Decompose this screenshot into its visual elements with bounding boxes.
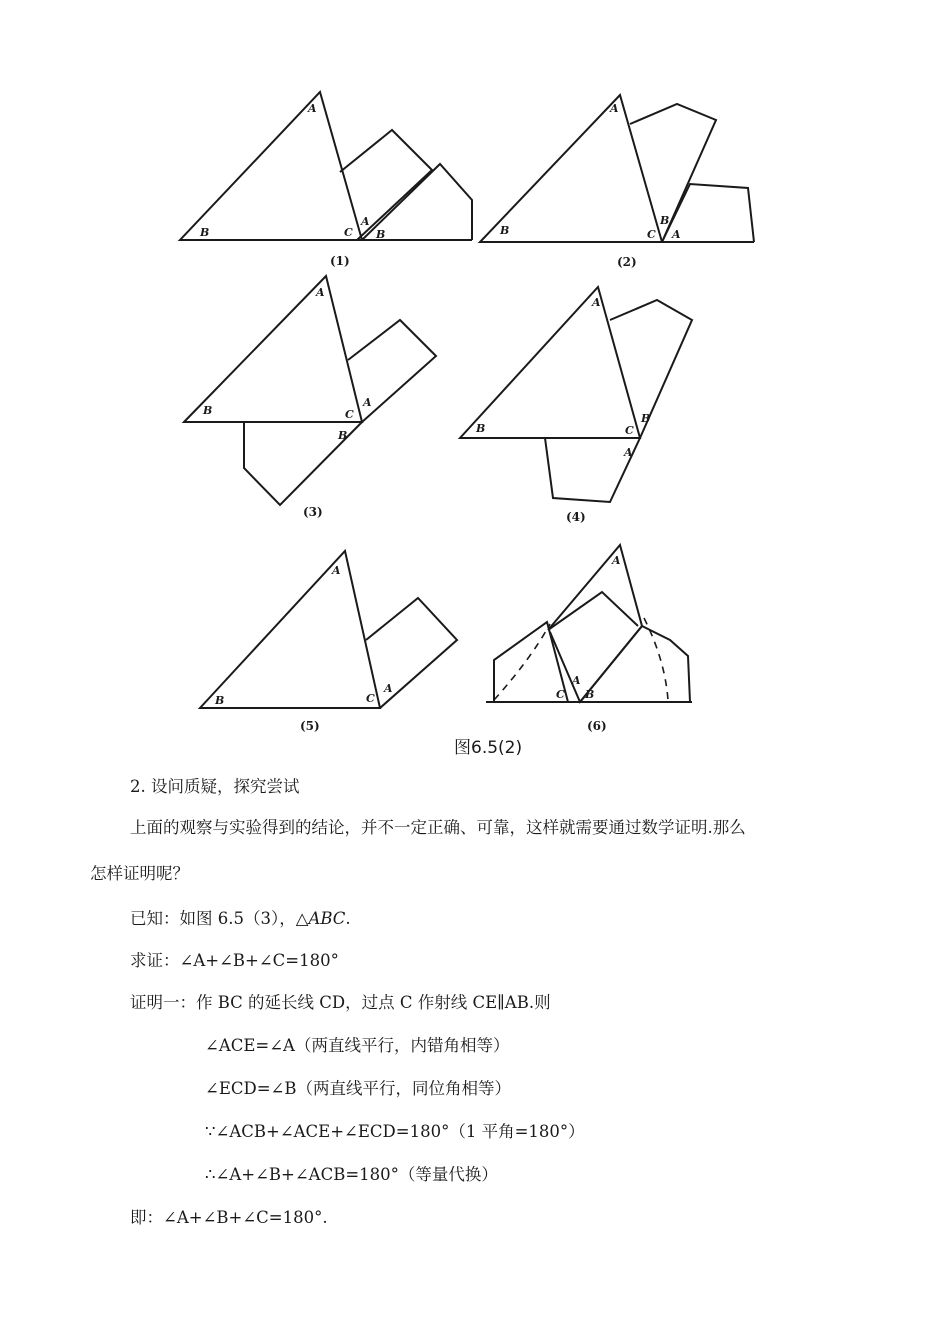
proof-step-1: ∠ACE=∠A（两直线平行，内错角相等） bbox=[205, 1036, 510, 1055]
panel-5-label-c: C bbox=[366, 692, 375, 705]
panel-6-arc-left bbox=[494, 624, 550, 700]
proof-step-2: ∠ECD=∠B（两直线平行，同位角相等） bbox=[205, 1079, 511, 1098]
panel-2-label-c: C bbox=[647, 228, 656, 241]
figure-caption: 图6.5(2) bbox=[454, 738, 523, 758]
panel-5 bbox=[200, 551, 457, 733]
proof-step-3: ∵∠ACB+∠ACE+∠ECD=180°（1 平角=180°） bbox=[205, 1122, 585, 1141]
panel-5-piece-a bbox=[366, 598, 457, 708]
panel-3-label-b-moved: B bbox=[338, 429, 348, 442]
section-heading: 2. 设问质疑，探究尝试 bbox=[130, 777, 300, 796]
panel-1-number: (1) bbox=[330, 254, 350, 268]
panel-1-label-b-moved: B bbox=[376, 228, 386, 241]
panel-6-middle-piece bbox=[548, 592, 638, 630]
given-suffix: . bbox=[345, 909, 351, 928]
panel-6-label-b-moved: B bbox=[585, 688, 595, 701]
panel-4-number: (4) bbox=[566, 510, 586, 524]
panel-6-right-piece bbox=[580, 626, 690, 702]
given-prefix: 已知：如图 6.5（3），△ bbox=[130, 909, 309, 928]
panel-2-label-b-moved: B bbox=[660, 214, 670, 227]
panel-1 bbox=[180, 92, 472, 268]
panel-4-piece-a bbox=[610, 300, 692, 438]
panel-3-label-c: C bbox=[345, 408, 354, 421]
panel-4-label-a-moved: A bbox=[624, 446, 633, 459]
panel-5-label-a-top: A bbox=[332, 564, 341, 577]
panel-5-number: (5) bbox=[300, 719, 320, 733]
panel-4 bbox=[460, 287, 692, 524]
panel-3-label-b: B bbox=[203, 404, 213, 417]
panel-2-label-a-top: A bbox=[610, 102, 619, 115]
panel-6-label-a-top: A bbox=[612, 554, 621, 567]
panel-3-label-a-top: A bbox=[316, 286, 325, 299]
panel-6 bbox=[486, 545, 692, 733]
panel-1-label-c: C bbox=[344, 226, 353, 239]
proof-step-4: ∴∠A+∠B+∠ACB=180°（等量代换） bbox=[205, 1165, 498, 1184]
paragraph-line-2: 怎样证明呢？ bbox=[90, 864, 189, 883]
panel-3-piece-a bbox=[348, 320, 436, 422]
panel-3-number: (3) bbox=[303, 505, 323, 519]
prove-statement: 求证：∠A+∠B+∠C=180° bbox=[130, 951, 339, 970]
panel-3-triangle bbox=[184, 276, 362, 422]
panel-4-label-c: C bbox=[625, 424, 634, 437]
panel-4-triangle bbox=[460, 287, 640, 438]
panel-6-arc-right bbox=[644, 618, 668, 700]
panel-2-label-b: B bbox=[500, 224, 510, 237]
panel-1-label-b: B bbox=[200, 226, 210, 239]
panel-6-number: (6) bbox=[587, 719, 607, 733]
panel-5-label-a-moved: A bbox=[384, 682, 393, 695]
panel-6-label-a-moved: A bbox=[572, 674, 581, 687]
given-statement bbox=[130, 909, 351, 929]
panel-3 bbox=[184, 276, 436, 519]
panel-4-label-b-moved: B bbox=[641, 412, 651, 425]
proof-one-intro: 证明一：作 BC 的延长线 CD，过点 C 作射线 CE∥AB.则 bbox=[130, 993, 551, 1012]
given-triangle-name: ABC bbox=[308, 909, 346, 928]
panel-2-number: (2) bbox=[617, 255, 637, 269]
panel-3-label-a-moved: A bbox=[363, 396, 372, 409]
paragraph-line-1: 上面的观察与实验得到的结论，并不一定正确、可靠，这样就需要通过数学证明.那么 bbox=[130, 818, 746, 837]
proof-conclusion: 即：∠A+∠B+∠C=180°. bbox=[130, 1208, 328, 1227]
panel-6-label-c: C bbox=[556, 688, 565, 701]
panel-2 bbox=[480, 95, 754, 269]
panel-1-label-a-top: A bbox=[308, 102, 317, 115]
panel-5-triangle bbox=[200, 551, 380, 708]
panel-4-label-b: B bbox=[476, 422, 486, 435]
panel-2-label-a-moved: A bbox=[672, 228, 681, 241]
panel-2-triangle bbox=[480, 95, 754, 242]
panel-1-label-a-moved: A bbox=[361, 215, 370, 228]
panel-4-label-a-top: A bbox=[592, 296, 601, 309]
panel-5-label-b: B bbox=[215, 694, 225, 707]
